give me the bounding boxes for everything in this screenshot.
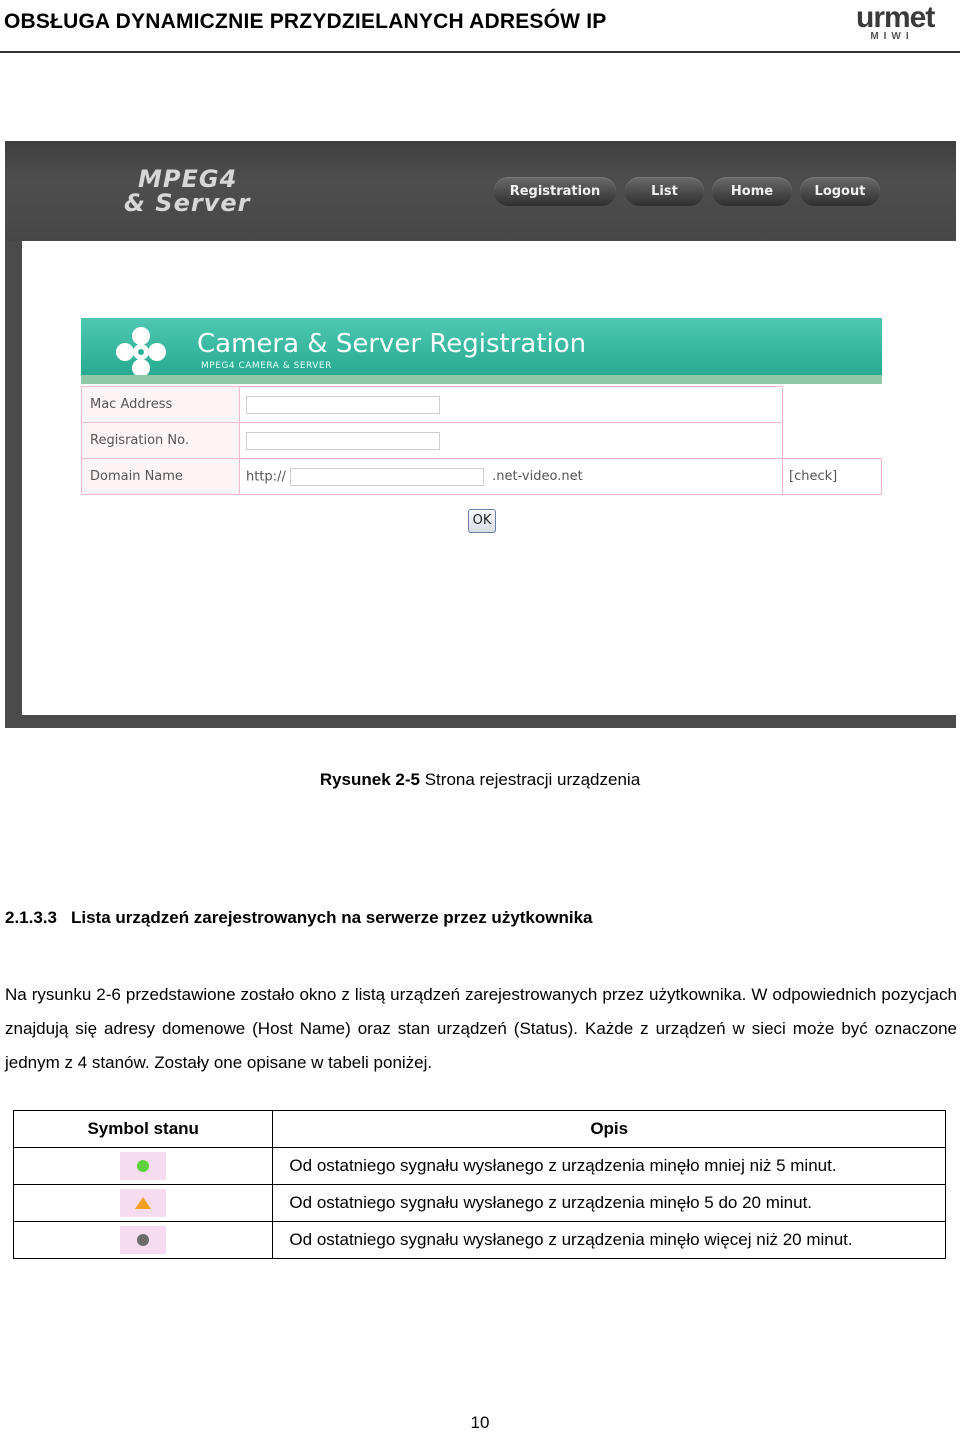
domain-prefix: http:// [246,469,286,484]
section-title: Lista urządzeń zarejestrowanych na serwerze przez użytkownika [71,908,593,927]
mac-address-input[interactable] [246,396,440,414]
page-number: 10 [470,1413,490,1432]
logo-subtext: MIWI [870,31,914,42]
status-description: Od ostatniego sygnału wysłanego z urządzenia minęło mniej niż 5 minut. [273,1148,946,1185]
form-row-domain [82,459,882,495]
nav-list-button[interactable]: List [625,177,704,206]
ok-button[interactable]: OK [468,509,496,533]
registration-banner [81,318,882,384]
symbol-column-header: Symbol stanu [14,1111,273,1148]
banner-stripe [81,375,882,384]
header-rule [0,51,960,53]
registration-no-label: Regisration No. [82,423,240,459]
mac-address-cell [240,387,783,423]
check-link[interactable]: [check] [789,469,838,484]
table-row [14,1148,946,1185]
nav-home-button[interactable]: Home [712,177,792,206]
domain-suffix: .net-video.net [492,469,583,484]
registration-no-input[interactable] [246,432,440,450]
status-table [13,1110,946,1259]
symbol-cell [14,1148,273,1185]
caption-label: Rysunek 2-5 [319,770,420,789]
brand-line-2: & Server [124,189,251,217]
gray-dot-icon [137,1234,149,1246]
figure-caption [0,770,960,790]
page-header [0,0,960,54]
document-title: OBSŁUGA DYNAMICZNIE PRZYDZIELANYCH ADRESÓW IP [4,10,607,33]
brand-line-1: MPEG4 [138,165,238,193]
symbol-cell [14,1222,273,1259]
registration-no-cell [240,423,783,459]
form-row-mac [82,387,882,423]
form-row-registration [82,423,882,459]
symbol-cell [14,1185,273,1222]
green-dot-icon [137,1160,149,1172]
nav-registration-button[interactable]: Registration [494,177,616,206]
banner-title: Camera & Server Registration [197,329,587,359]
domain-name-cell [240,459,783,495]
screenshot-header [5,141,956,241]
clover-icon [115,326,167,378]
check-cell [783,459,882,495]
mac-address-label: Mac Address [82,387,240,423]
registration-screenshot [5,141,956,728]
banner-subtitle: MPEG4 CAMERA & SERVER [201,361,332,371]
registration-form [81,386,882,495]
orange-triangle-icon [135,1197,151,1209]
status-badge [120,1226,166,1254]
status-description: Od ostatniego sygnału wysłanego z urządzenia minęło więcej niż 20 minut. [273,1222,946,1259]
domain-name-input[interactable] [290,468,484,486]
section-heading [5,908,593,928]
brand-logo [124,165,251,217]
caption-text: Strona rejestracji urządzenia [424,770,641,789]
table-row [14,1222,946,1259]
screenshot-content [22,241,956,715]
description-column-header: Opis [273,1111,946,1148]
status-table-header [14,1111,946,1148]
logo-text: urmet [856,1,935,34]
status-badge [120,1152,166,1180]
table-row [14,1185,946,1222]
domain-name-label: Domain Name [82,459,240,495]
urmet-logo [856,1,935,45]
status-description: Od ostatniego sygnału wysłanego z urządzenia minęło 5 do 20 minut. [273,1185,946,1222]
nav-logout-button[interactable]: Logout [800,177,880,206]
status-badge [120,1189,166,1217]
body-paragraph: Na rysunku 2-6 przedstawione zostało okno z listą urządzeń zarejestrowanych przez użytkownika. W odpowiednich pozycjach znajdują się adresy domenowe (Host Name) oraz stan urządzeń (Status). Każde z urządzeń w sieci może być oznaczone jednym z 4 stanów. Zostały one opisane w tabeli poniżej. [5,985,957,1072]
section-number: 2.1.3.3 [5,908,57,927]
